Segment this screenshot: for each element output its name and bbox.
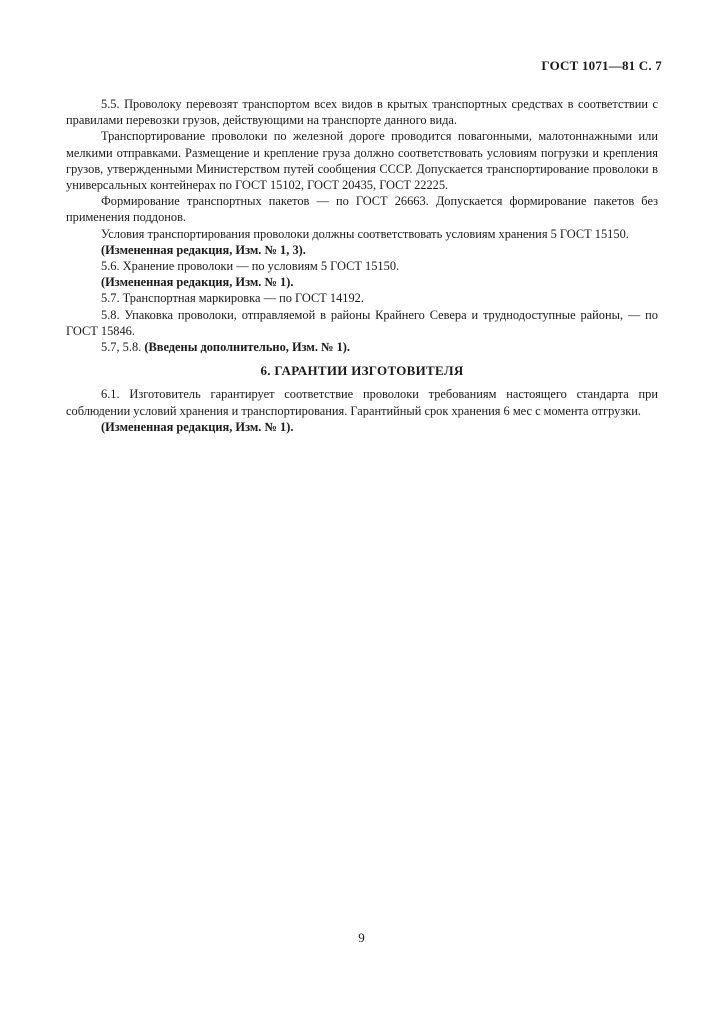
paragraph-transport-packages: Формирование транспортных пакетов — по ГОСТ 26663. Допускается формирование пакетов без применения поддонов. — [66, 194, 658, 225]
page-number: 9 — [358, 930, 365, 945]
paragraph-5-8: 5.8. Упаковка проволоки, отправляемой в районы Крайнего Севера и труднодоступные районы, — по ГОСТ 15846. — [66, 307, 658, 338]
paragraph-5-5: 5.5. Проволоку перевозят транспортом всех видов в крытых транспортных средствах в соответствии с правилами перевозки грузов, действующими на транспорте данного вида. — [66, 97, 658, 128]
paragraph-6-1: 6.1. Изготовитель гарантирует соответствие проволоки требованиям настоящего стандарта при соблюдении условий хранения и транспортирования. Гарантийный срок хранения 6 мес с момента отгрузки. — [66, 387, 658, 418]
document-body — [66, 96, 658, 435]
amendment-note: (Измененная редакция, Изм. № 1). — [101, 275, 294, 290]
paragraph-transport-conditions: Условия транспортирования проволоки должны соответствовать условиям хранения 5 ГОСТ 15150. — [101, 226, 629, 241]
paragraph-railway-transport: Транспортирование проволоки по железной дороге проводится повагонными, малотоннажными или мелкими отправками. Размещение и крепление груза должно соответствовать условиям погрузки и крепления грузов, утвержденными Министерством путей сообщения СССР. Допускается транспортирование проволоки в универсальных контейнерах по ГОСТ 15102, ГОСТ 20435, ГОСТ 22225. — [66, 129, 658, 193]
note-prefix: 5.7, 5.8. — [101, 340, 145, 355]
paragraph-5-7: 5.7. Транспортная маркировка — по ГОСТ 14192. — [101, 291, 364, 306]
note-bold: (Введены дополнительно, Изм. № 1). — [144, 340, 350, 355]
paragraph-5-6: 5.6. Хранение проволоки — по условиям 5 ГОСТ 15150. — [101, 259, 400, 274]
section-title: 6. ГАРАНТИИ ИЗГОТОВИТЕЛЯ — [260, 363, 464, 379]
document-header: ГОСТ 1071—81 С. 7 — [541, 58, 662, 73]
amendment-note: (Измененная редакция, Изм. № 1). — [101, 419, 294, 434]
amendment-note: (Измененная редакция, Изм. № 1, 3). — [101, 242, 306, 257]
paragraph-5-7-5-8-note — [66, 339, 658, 355]
